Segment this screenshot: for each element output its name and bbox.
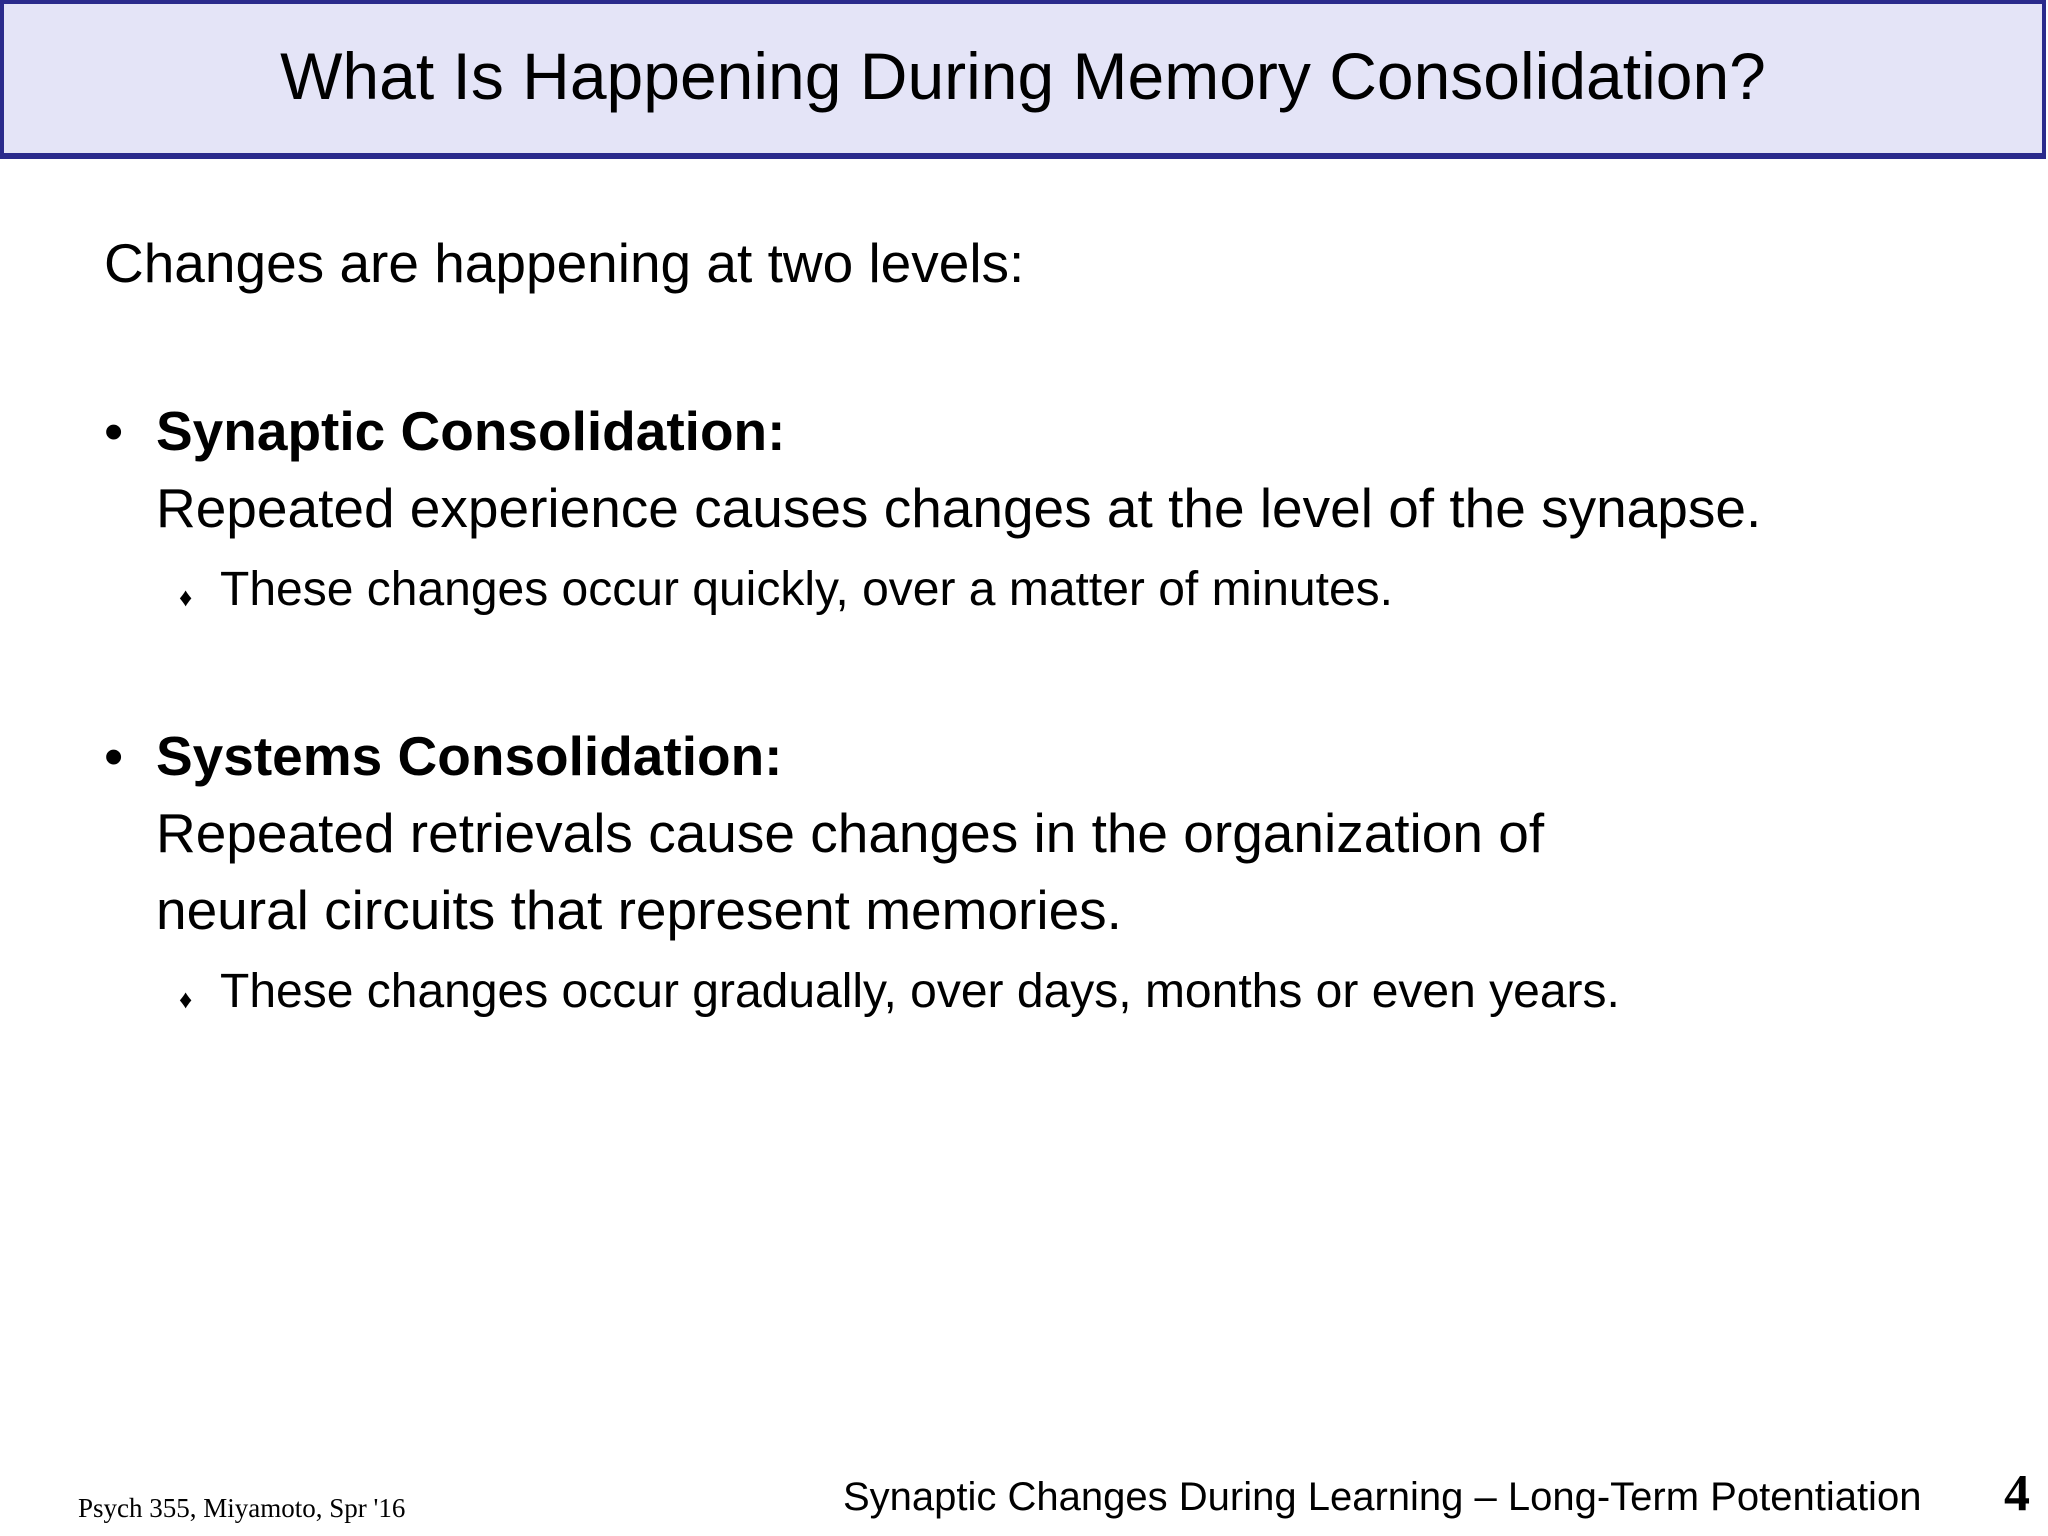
diamond-bullet-icon: ♦ — [179, 984, 193, 1014]
diamond-bullet-icon: ♦ — [179, 582, 193, 612]
bullet-body-line: Repeated experience causes changes at the level of the synapse. — [156, 477, 1762, 539]
footer-course: Psych 355, Miyamoto, Spr '16 — [78, 1493, 406, 1523]
sub-bullet-text: These changes occur quickly, over a matter of minutes. — [220, 563, 1393, 616]
page-number: 4 — [2004, 1465, 2030, 1522]
bullet-synaptic-consolidation — [104, 393, 2004, 623]
bullet-row — [104, 393, 2004, 547]
sub-bullet-row — [104, 557, 2004, 623]
title-bar — [0, 0, 2046, 159]
bullet-systems-consolidation — [104, 718, 2004, 1025]
bullet-icon: • — [104, 725, 124, 787]
sub-bullet-text: These changes occur gradually, over days, months or even years. — [220, 965, 1620, 1018]
footer-lecture-title: Synaptic Changes During Learning – Long-Term Potentiation — [843, 1475, 1922, 1519]
bullet-row — [104, 718, 2004, 949]
sub-bullet-row — [104, 959, 2004, 1025]
bullet-heading: Systems Consolidation: — [156, 725, 783, 787]
bullet-body-line: neural circuits that represent memories. — [156, 879, 1122, 941]
slide-title: What Is Happening During Memory Consolidation? — [280, 38, 1766, 113]
bullet-body-line: Repeated retrievals cause changes in the organization of — [156, 802, 1545, 864]
bullet-heading: Synaptic Consolidation: — [156, 400, 786, 462]
bullet-icon: • — [104, 400, 124, 462]
intro-text: Changes are happening at two levels: — [104, 232, 1025, 294]
